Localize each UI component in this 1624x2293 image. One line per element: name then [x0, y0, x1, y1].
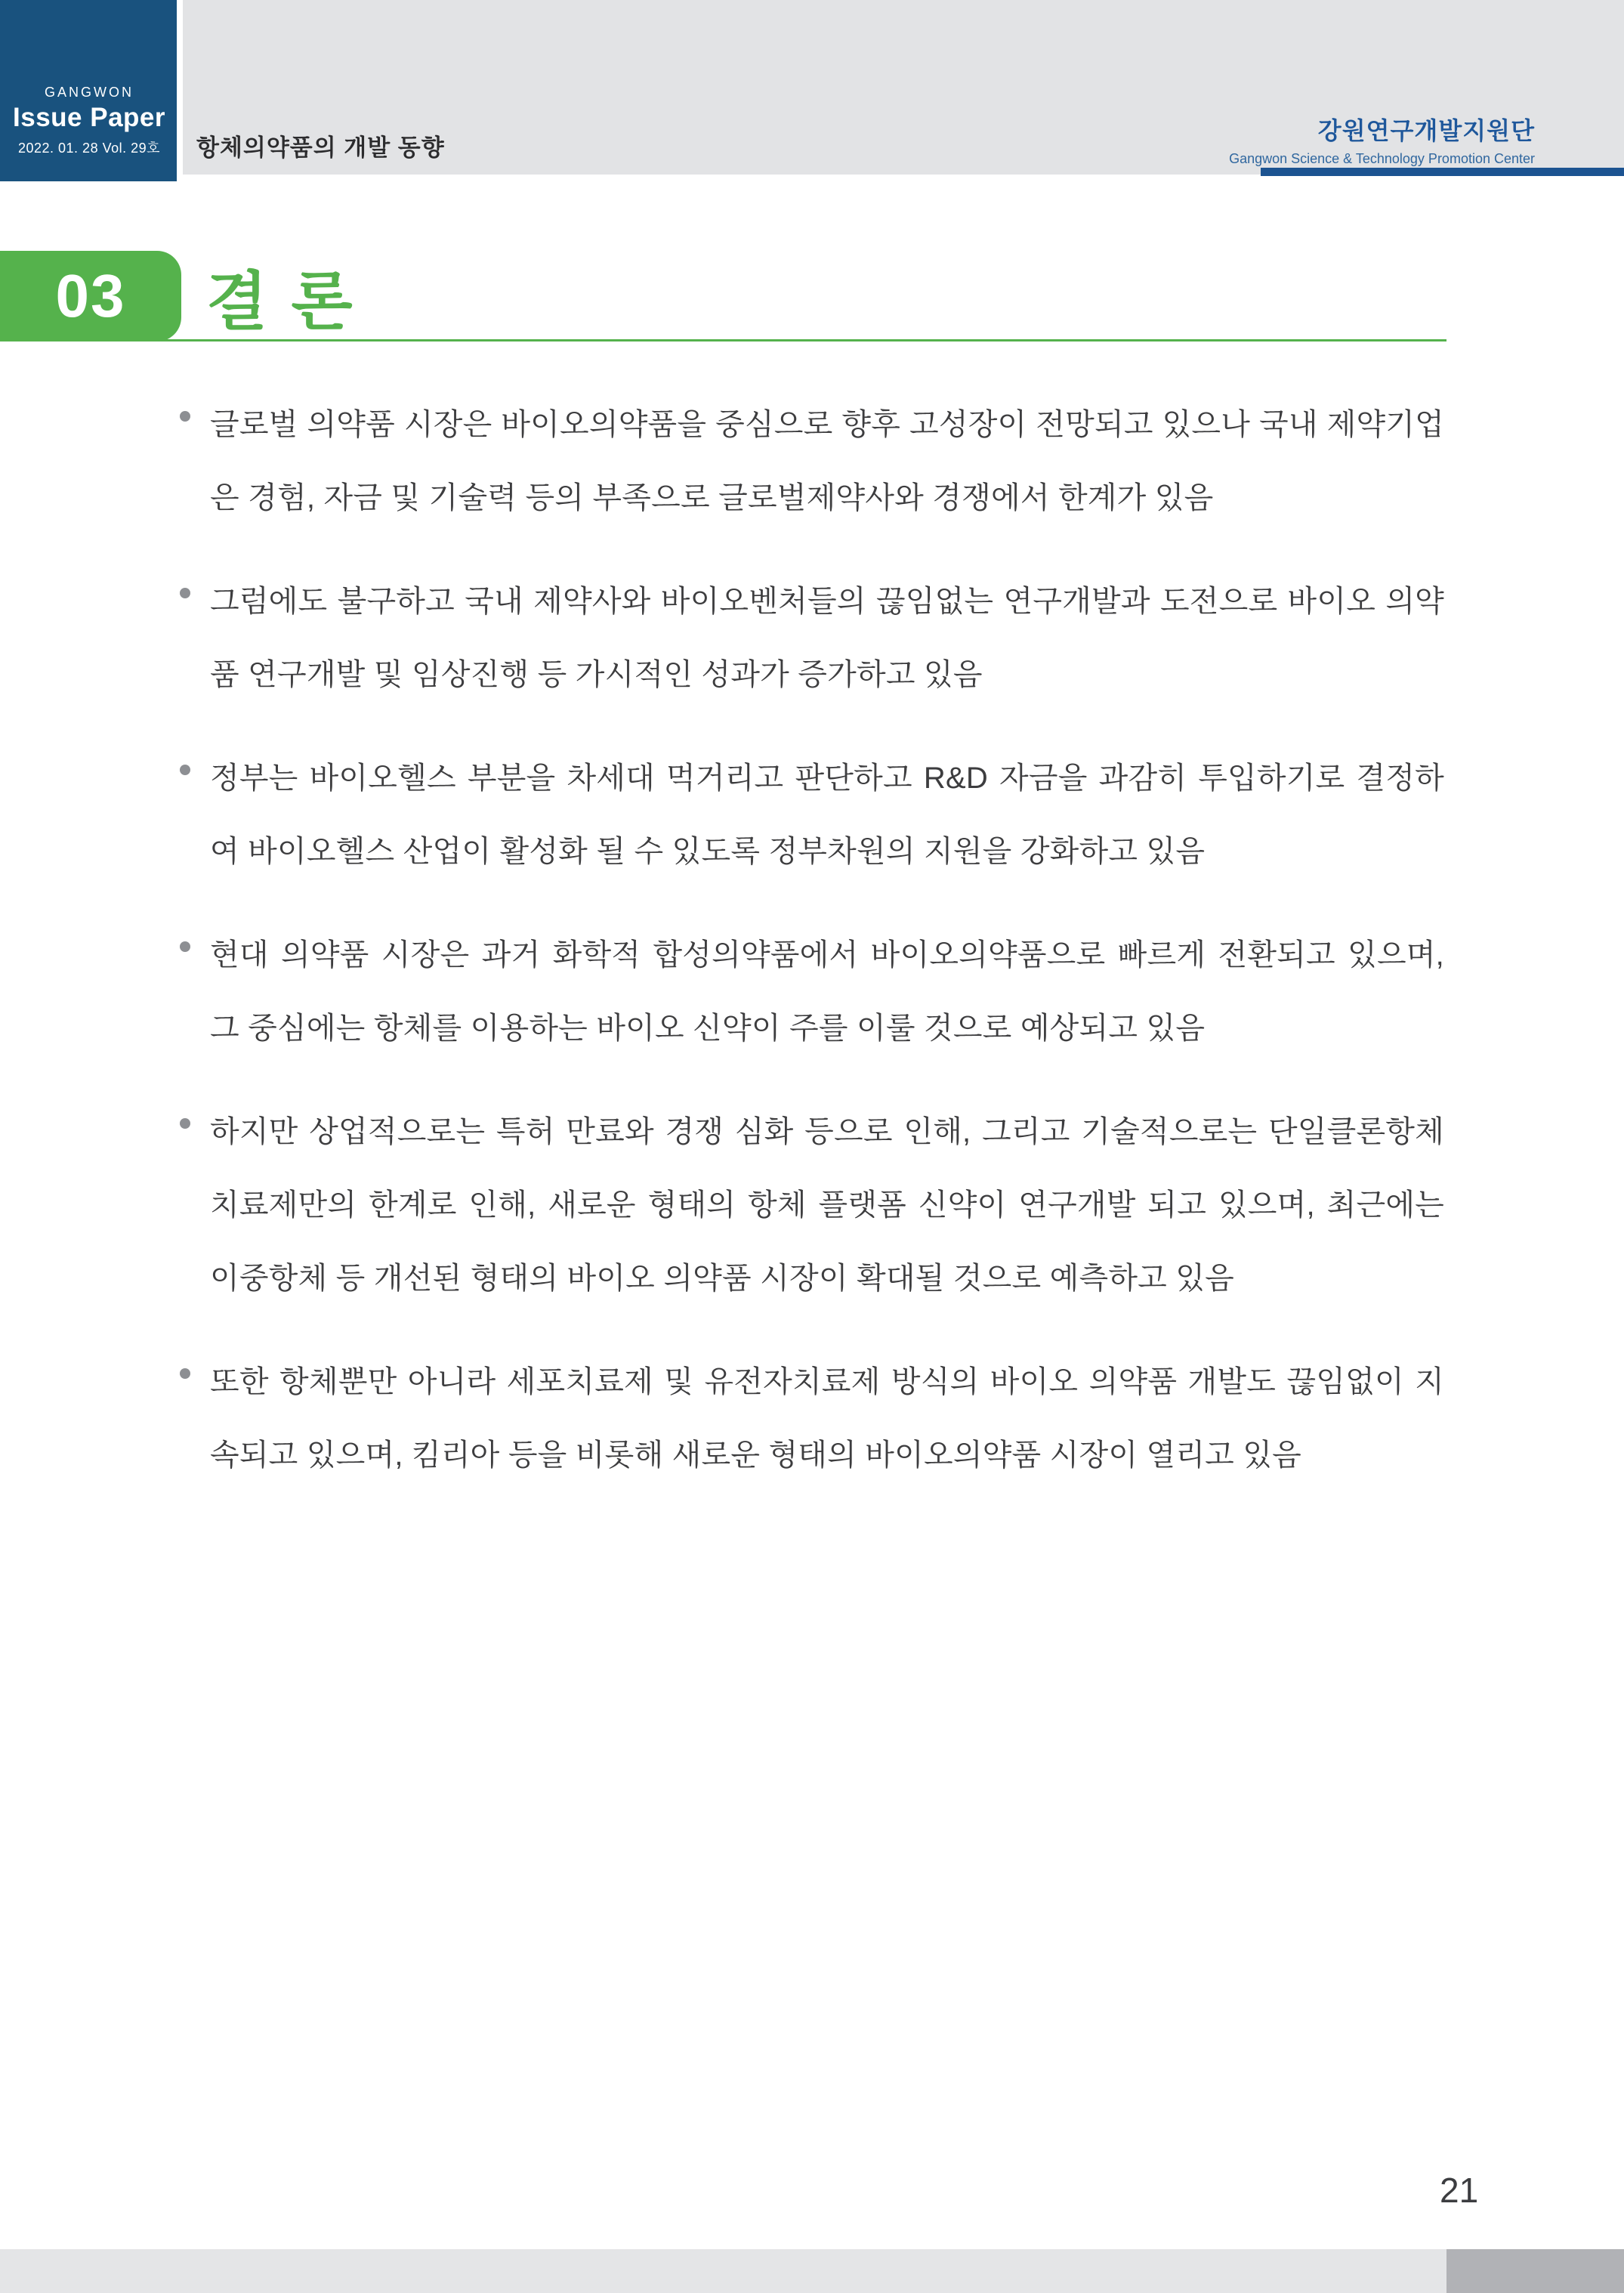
bullet-text: 정부는 바이오헬스 부분을 차세대 먹거리고 판단하고 R&D 자금을 과감히 투입하기로 결정하여 바이오헬스 산업이 활성화 될 수 있도록 정부차원의 지원을 강화하고 있음 — [210, 762, 1444, 868]
bullet-dot-icon — [180, 411, 190, 422]
bullet-text: 글로벌 의약품 시장은 바이오의약품을 중심으로 향후 고성장이 전망되고 있으나 국내 제약기업은 경험, 자금 및 기술력 등의 부족으로 글로벌제약사와 경쟁에서 한계가 있음 — [210, 408, 1444, 515]
bullet-item — [210, 1346, 1444, 1492]
section-number-badge — [0, 251, 181, 341]
bullet-dot-icon — [180, 1368, 190, 1379]
header-accent-bar — [1261, 168, 1624, 176]
section-title: 결 론 — [206, 265, 356, 337]
bullet-item — [210, 919, 1444, 1065]
section-number: 03 — [55, 262, 126, 329]
bullet-dot-icon — [180, 941, 190, 952]
brand-issue-date: 2022. 01. 28 Vol. 29호 — [17, 141, 161, 156]
footer-strip — [0, 2249, 1624, 2293]
brand-name: GANGWON — [45, 85, 134, 100]
bullet-dot-icon — [180, 588, 190, 598]
org-name-english: Gangwon Science & Technology Promotion Center — [1229, 151, 1535, 166]
bullet-list — [210, 388, 1444, 1522]
bullet-text: 그럼에도 불구하고 국내 제약사와 바이오벤처들의 끊임없는 연구개발과 도전으로 바이오 의약품 연구개발 및 임상진행 등 가시적인 성과가 증가하고 있음 — [210, 585, 1444, 691]
document-title: 항체의약품의 개발 동향 — [196, 134, 445, 161]
org-block — [1229, 112, 1535, 167]
bullet-text: 또한 항체뿐만 아니라 세포치료제 및 유전자치료제 방식의 바이오 의약품 개발도 끊임없이 지속되고 있으며, 킴리아 등을 비롯해 새로운 형태의 바이오의약품 시장이 열리고 있음 — [210, 1365, 1444, 1472]
bullet-dot-icon — [180, 765, 190, 775]
org-name-korean: 강원연구개발지원단 — [1317, 117, 1535, 144]
bullet-dot-icon — [180, 1118, 190, 1129]
bullet-text: 현대 의약품 시장은 과거 화학적 합성의약품에서 바이오의약품으로 빠르게 전환되고 있으며, 그 중심에는 항체를 이용하는 바이오 신약이 주를 이룰 것으로 예상되고 있음 — [210, 938, 1444, 1045]
footer-dark-block — [1446, 2249, 1624, 2293]
brand-stack — [11, 85, 168, 157]
bullet-item — [210, 388, 1444, 535]
brand-box — [0, 0, 177, 181]
bullet-text: 하지만 상업적으로는 특허 만료와 경쟁 심화 등으로 인해, 그리고 기술적으로는 단일클론항체 치료제만의 한계로 인해, 새로운 형태의 항체 플랫폼 신약이 연구개발 되고 있으며, 최근에는 이중항체 등 개선된 형태의 바이오 의약품 시장이 확대될 것으로 예측하고 있음 — [210, 1115, 1444, 1295]
brand-title: Issue Paper — [13, 103, 165, 132]
page-number: 21 — [1440, 2171, 1479, 2210]
bullet-item — [210, 565, 1444, 712]
bullet-item — [210, 742, 1444, 888]
header-divider — [177, 0, 183, 181]
bullet-item — [210, 1096, 1444, 1315]
